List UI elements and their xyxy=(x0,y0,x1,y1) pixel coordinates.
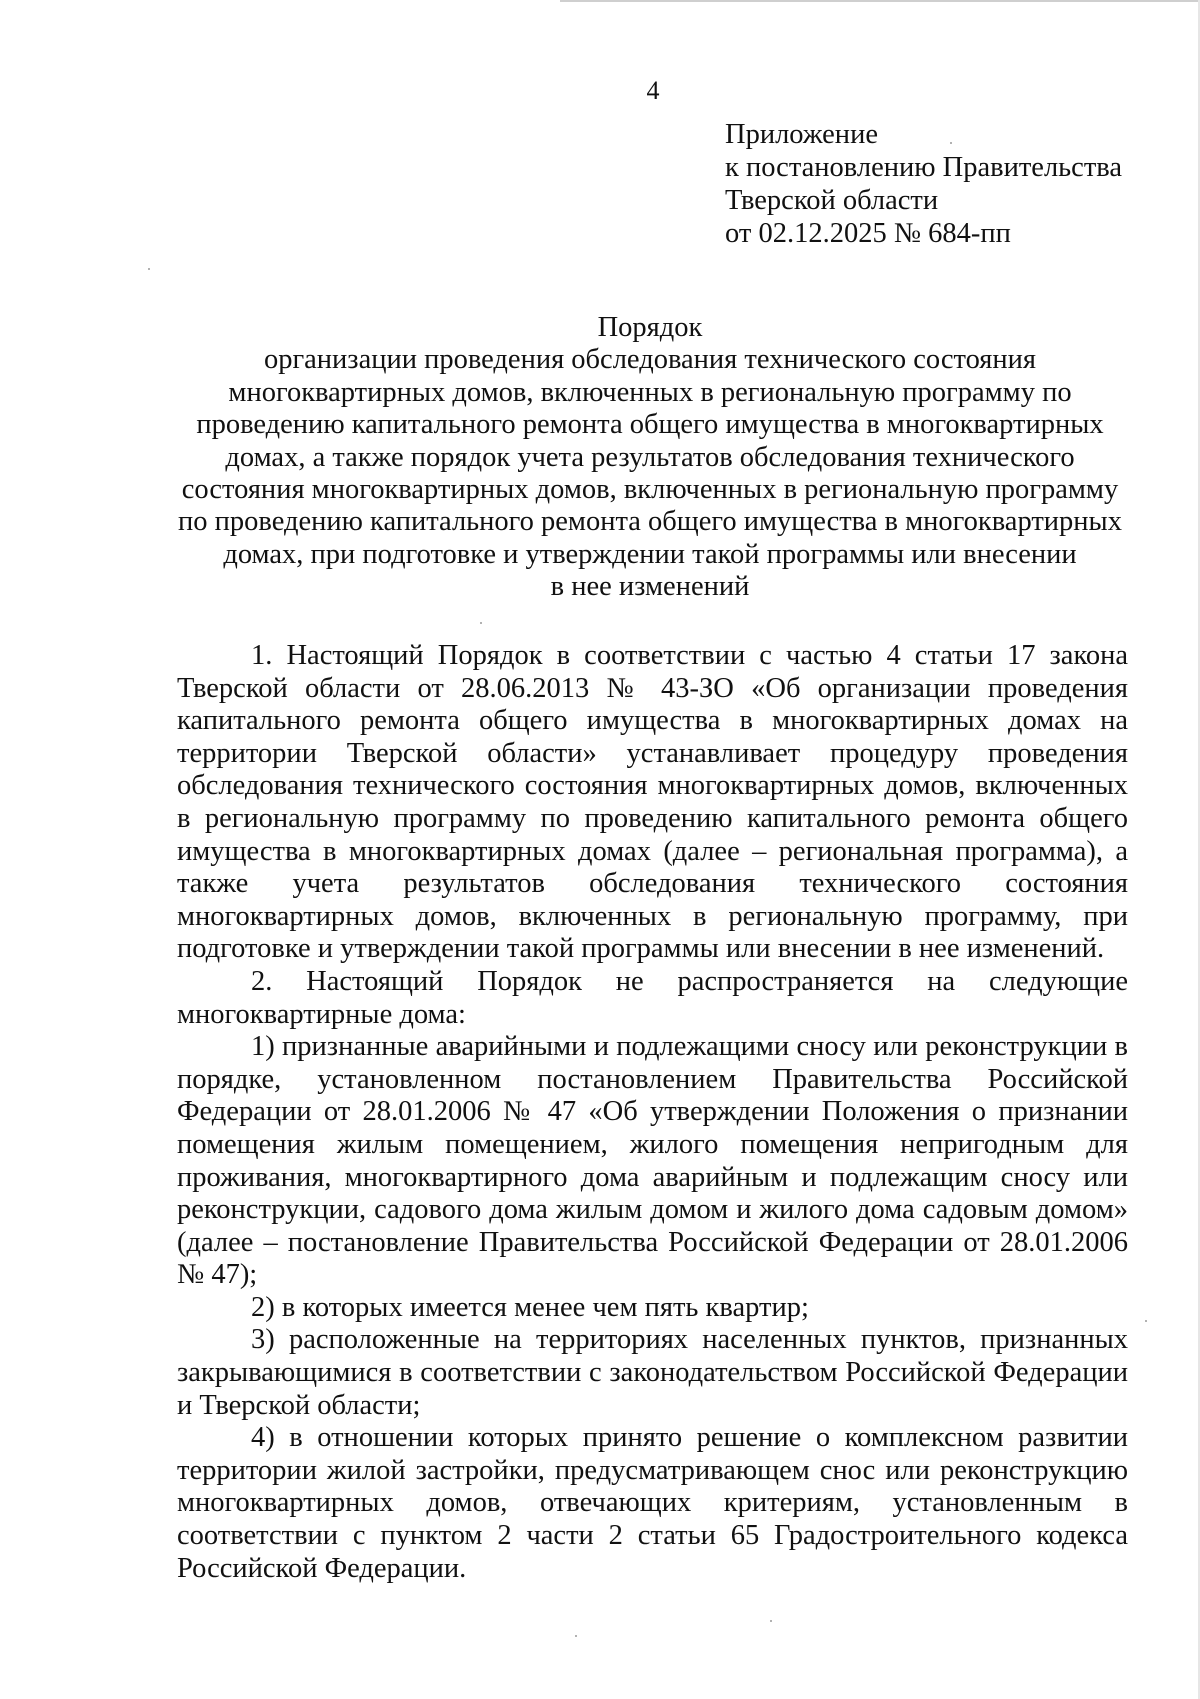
appendix-date-number: от 02.12.2025 № 684-пп xyxy=(725,218,1011,249)
scan-speck xyxy=(770,1620,772,1622)
scan-speck xyxy=(148,268,150,270)
document-body xyxy=(177,640,1128,1585)
scan-speck xyxy=(575,1635,577,1637)
appendix-line: Приложение xyxy=(725,119,878,150)
list-item-2: 2) в которых имеется менее чем пять квартир; xyxy=(251,1291,809,1323)
title-line: в нее изменений xyxy=(550,571,750,603)
appendix-line: Тверской области xyxy=(725,185,939,216)
document-title xyxy=(170,312,1130,604)
list-item-3: 3) расположенные на территориях населенных пунктов, признанных закрывающимися в соответствии с законодательством Российской Федерации и Тверской области; xyxy=(177,1324,1128,1421)
title-line: домах, при подготовке и утверждении такой программы или внесении xyxy=(223,538,1077,570)
scan-speck xyxy=(480,622,482,624)
page-number: 4 xyxy=(646,76,660,105)
appendix-line: к постановлению Правительства xyxy=(725,152,1123,183)
list-item-1: 1) признанные аварийными и подлежащими сносу или реконструкции в порядке, установленном постановлением Правительства Российской Федерации от 28.01.2006 № 47 «Об утверждении Положения о признании помещения жилым помещением, жилого помещения непригодным для проживания, многоквартирного дома аварийным и подлежащим сносу или реконструкции, садового дома жилым домом и жилого дома садовым домом» (далее – постановление Правительства Российской Федерации от 28.01.2006 № 47); xyxy=(177,1031,1128,1291)
list-item-4: 4) в отношении которых принято решение о комплексном развитии территории жилой застройки, предусматривающем снос или реконструкцию многоквартирных домов, отвечающих критериям, установленным в соответствии с пунктом 2 части 2 статьи 65 Градостроительного кодекса Российской Федерации. xyxy=(177,1422,1128,1584)
title-heading: Порядок xyxy=(597,312,703,343)
title-line: по проведению капитального ремонта общего имущества в многоквартирных xyxy=(178,506,1122,538)
scan-speck xyxy=(1145,1320,1147,1322)
title-line: домах, а также порядок учета результатов обследования технического xyxy=(225,441,1075,473)
paragraph-1: 1. Настоящий Порядок в соответствии с частью 4 статьи 17 закона Тверской области от 28.06.2013 № 43-ЗО «Об организации проведения капитального ремонта общего имущества в многоквартирных домах на территории Тверской области» устанавливает процедуру проведения обследования технического состояния многоквартирных домов, включенных в региональную программу по проведению капитального ремонта общего имущества в многоквартирных домах (далее – региональная программа), а также учета результатов обследования технического состояния многоквартирных домов, включенных в региональную программу, при подготовке и утверждении такой программы или внесении в нее изменений. xyxy=(177,640,1128,965)
paragraph-2: 2. Настоящий Порядок не распространяется на следующие многоквартирные дома: xyxy=(177,965,1128,1030)
title-line: состояния многоквартирных домов, включенных в региональную программу xyxy=(181,474,1119,506)
title-line: проведению капитального ремонта общего имущества в многоквартирных xyxy=(196,409,1104,441)
scan-edge-top xyxy=(560,0,1200,2)
title-line: организации проведения обследования технического состояния xyxy=(263,344,1037,376)
title-line: многоквартирных домов, включенных в региональную программу по xyxy=(228,376,1072,408)
appendix-block xyxy=(725,118,1122,250)
scan-speck xyxy=(950,142,952,144)
